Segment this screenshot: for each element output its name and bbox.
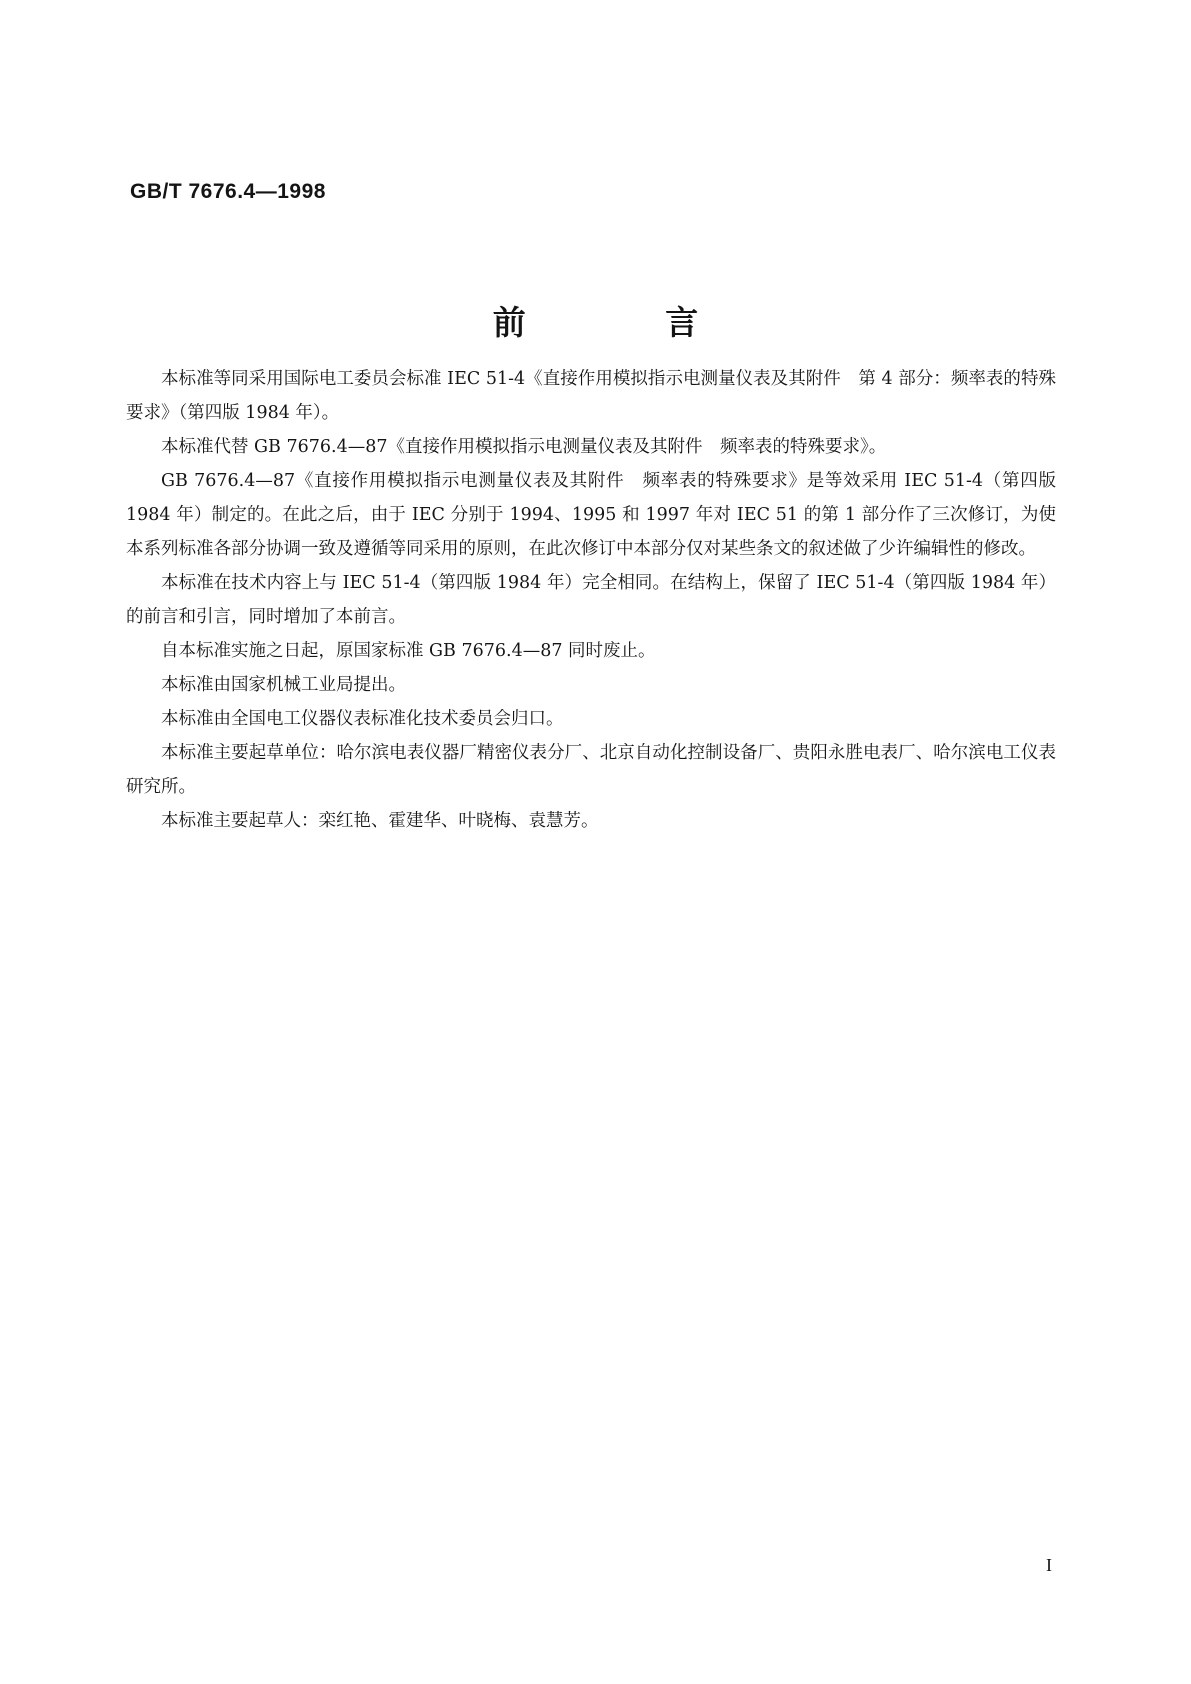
paragraph-technical-content: 本标准在技术内容上与 IEC 51-4（第四版 1984 年）完全相同。在结构上，保留了 IEC 51-4（第四版 1984 年）的前言和引言，同时增加了本前言。 <box>126 573 1056 627</box>
paragraph-adoption: 本标准等同采用国际电工委员会标准 IEC 51-4《直接作用模拟指示电测量仪表及其附件 第 4 部分：频率表的特殊要求》（第四版 1984 年）。 <box>126 369 1056 423</box>
paragraph-drafters: 本标准主要起草人：栾红艳、霍建华、叶晓梅、袁慧芳。 <box>161 811 599 831</box>
foreword-body <box>126 362 1056 838</box>
paragraph-abolition: 自本标准实施之日起，原国家标准 GB 7676.4—87 同时废止。 <box>161 641 656 661</box>
page-number: I <box>1046 1555 1052 1575</box>
paragraph-drafting-units: 本标准主要起草单位：哈尔滨电表仪器厂精密仪表分厂、北京自动化控制设备厂、贵阳永胜电表厂、哈尔滨电工仪表研究所。 <box>126 743 1056 797</box>
page-title: 前 言 <box>492 303 763 342</box>
paragraph-history: GB 7676.4—87《直接作用模拟指示电测量仪表及其附件 频率表的特殊要求》是等效采用 IEC 51-4（第四版 1984 年）制定的。在此之后，由于 IEC 分别于 1994、1995 和 1997 年对 IEC 51 的第 1 部分作了三次修订，为使本系列标准各部分协调一致及遵循等同采用的原则，在此次修订中本部分仅对某些条文的叙述做了少许编辑性的修改。 <box>126 471 1056 559</box>
paragraph-centralized-by: 本标准由全国电工仪器仪表标准化技术委员会归口。 <box>161 709 564 729</box>
paragraph-proposed-by: 本标准由国家机械工业局提出。 <box>161 675 406 695</box>
standard-code: GB/T 7676.4—1998 <box>130 180 326 203</box>
paragraph-replaces: 本标准代替 GB 7676.4—87《直接作用模拟指示电测量仪表及其附件 频率表的特殊要求》。 <box>161 437 887 457</box>
